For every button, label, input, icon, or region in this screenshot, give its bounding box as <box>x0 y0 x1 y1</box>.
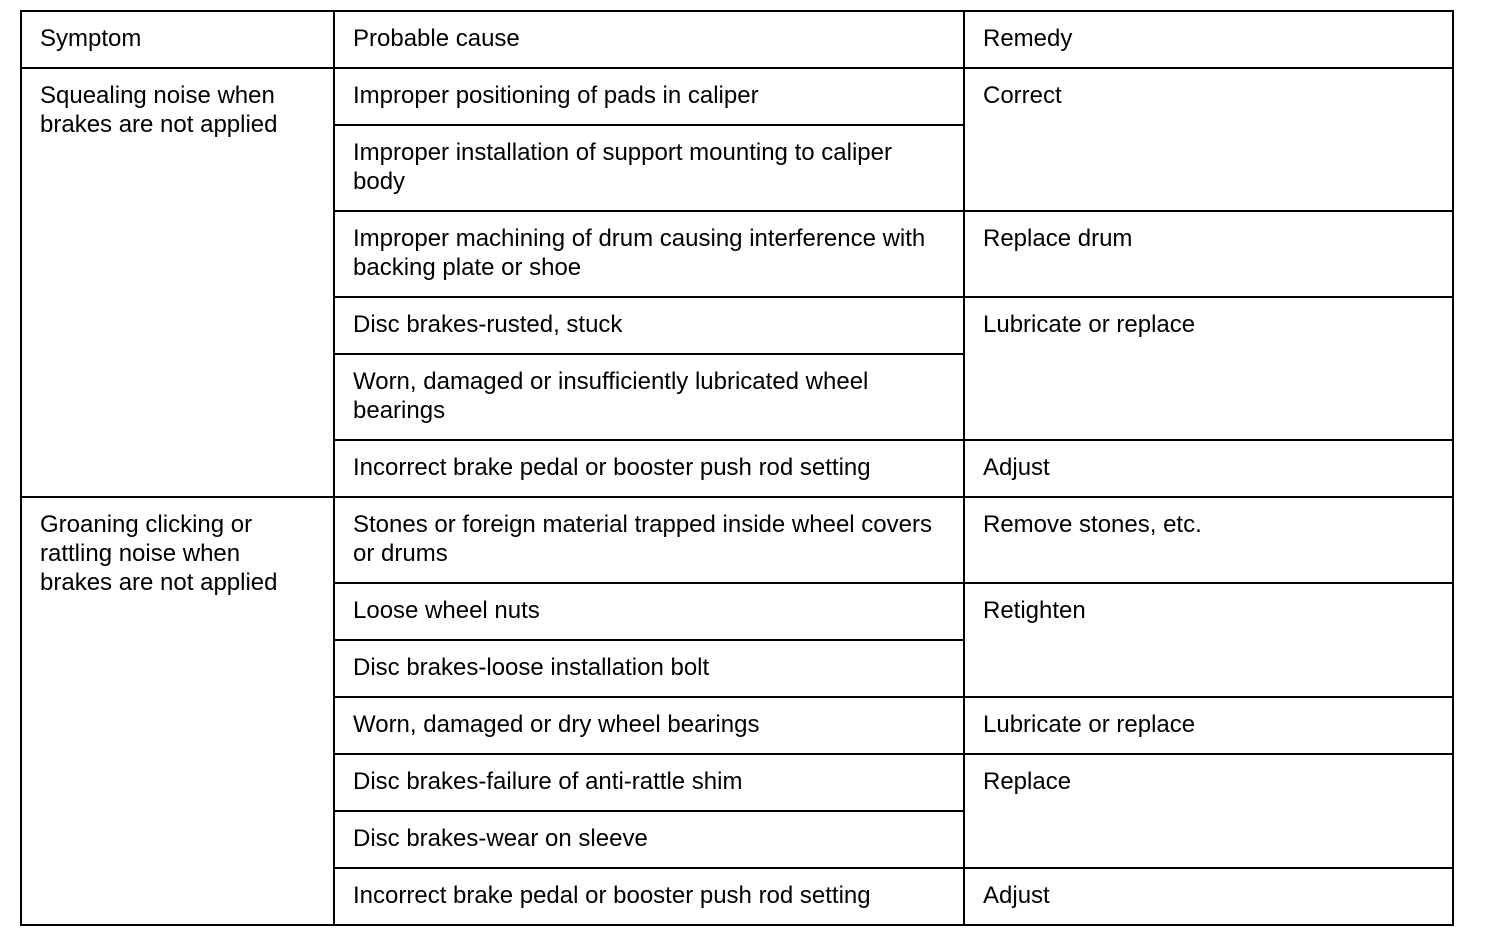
symptom-cell: Squealing noise when brakes are not applied <box>21 68 334 497</box>
remedy-cell: Adjust <box>964 440 1453 497</box>
cause-cell: Improper machining of drum causing interference with backing plate or shoe <box>334 211 964 297</box>
symptom-cell: Groaning clicking or rattling noise when brakes are not applied <box>21 497 334 925</box>
cause-cell: Stones or foreign material trapped inside wheel covers or drums <box>334 497 964 583</box>
troubleshooting-table <box>20 10 1454 926</box>
table-row <box>21 497 1453 583</box>
header-symptom: Symptom <box>21 11 334 68</box>
header-probable-cause: Probable cause <box>334 11 964 68</box>
header-remedy: Remedy <box>964 11 1453 68</box>
table-row <box>21 68 1453 125</box>
remedy-cell: Lubricate or replace <box>964 697 1453 754</box>
remedy-cell: Correct <box>964 68 1453 211</box>
cause-cell: Improper positioning of pads in caliper <box>334 68 964 125</box>
remedy-cell: Retighten <box>964 583 1453 697</box>
remedy-cell: Lubricate or replace <box>964 297 1453 440</box>
cause-cell: Incorrect brake pedal or booster push rod setting <box>334 440 964 497</box>
cause-cell: Disc brakes-loose installation bolt <box>334 640 964 697</box>
remedy-cell: Replace drum <box>964 211 1453 297</box>
cause-cell: Worn, damaged or dry wheel bearings <box>334 697 964 754</box>
cause-cell: Worn, damaged or insufficiently lubricated wheel bearings <box>334 354 964 440</box>
cause-cell: Incorrect brake pedal or booster push rod setting <box>334 868 964 925</box>
cause-cell: Disc brakes-wear on sleeve <box>334 811 964 868</box>
cause-cell: Disc brakes-failure of anti-rattle shim <box>334 754 964 811</box>
remedy-cell: Remove stones, etc. <box>964 497 1453 583</box>
header-row <box>21 11 1453 68</box>
remedy-cell: Adjust <box>964 868 1453 925</box>
remedy-cell: Replace <box>964 754 1453 868</box>
cause-cell: Disc brakes-rusted, stuck <box>334 297 964 354</box>
cause-cell: Improper installation of support mounting to caliper body <box>334 125 964 211</box>
cause-cell: Loose wheel nuts <box>334 583 964 640</box>
